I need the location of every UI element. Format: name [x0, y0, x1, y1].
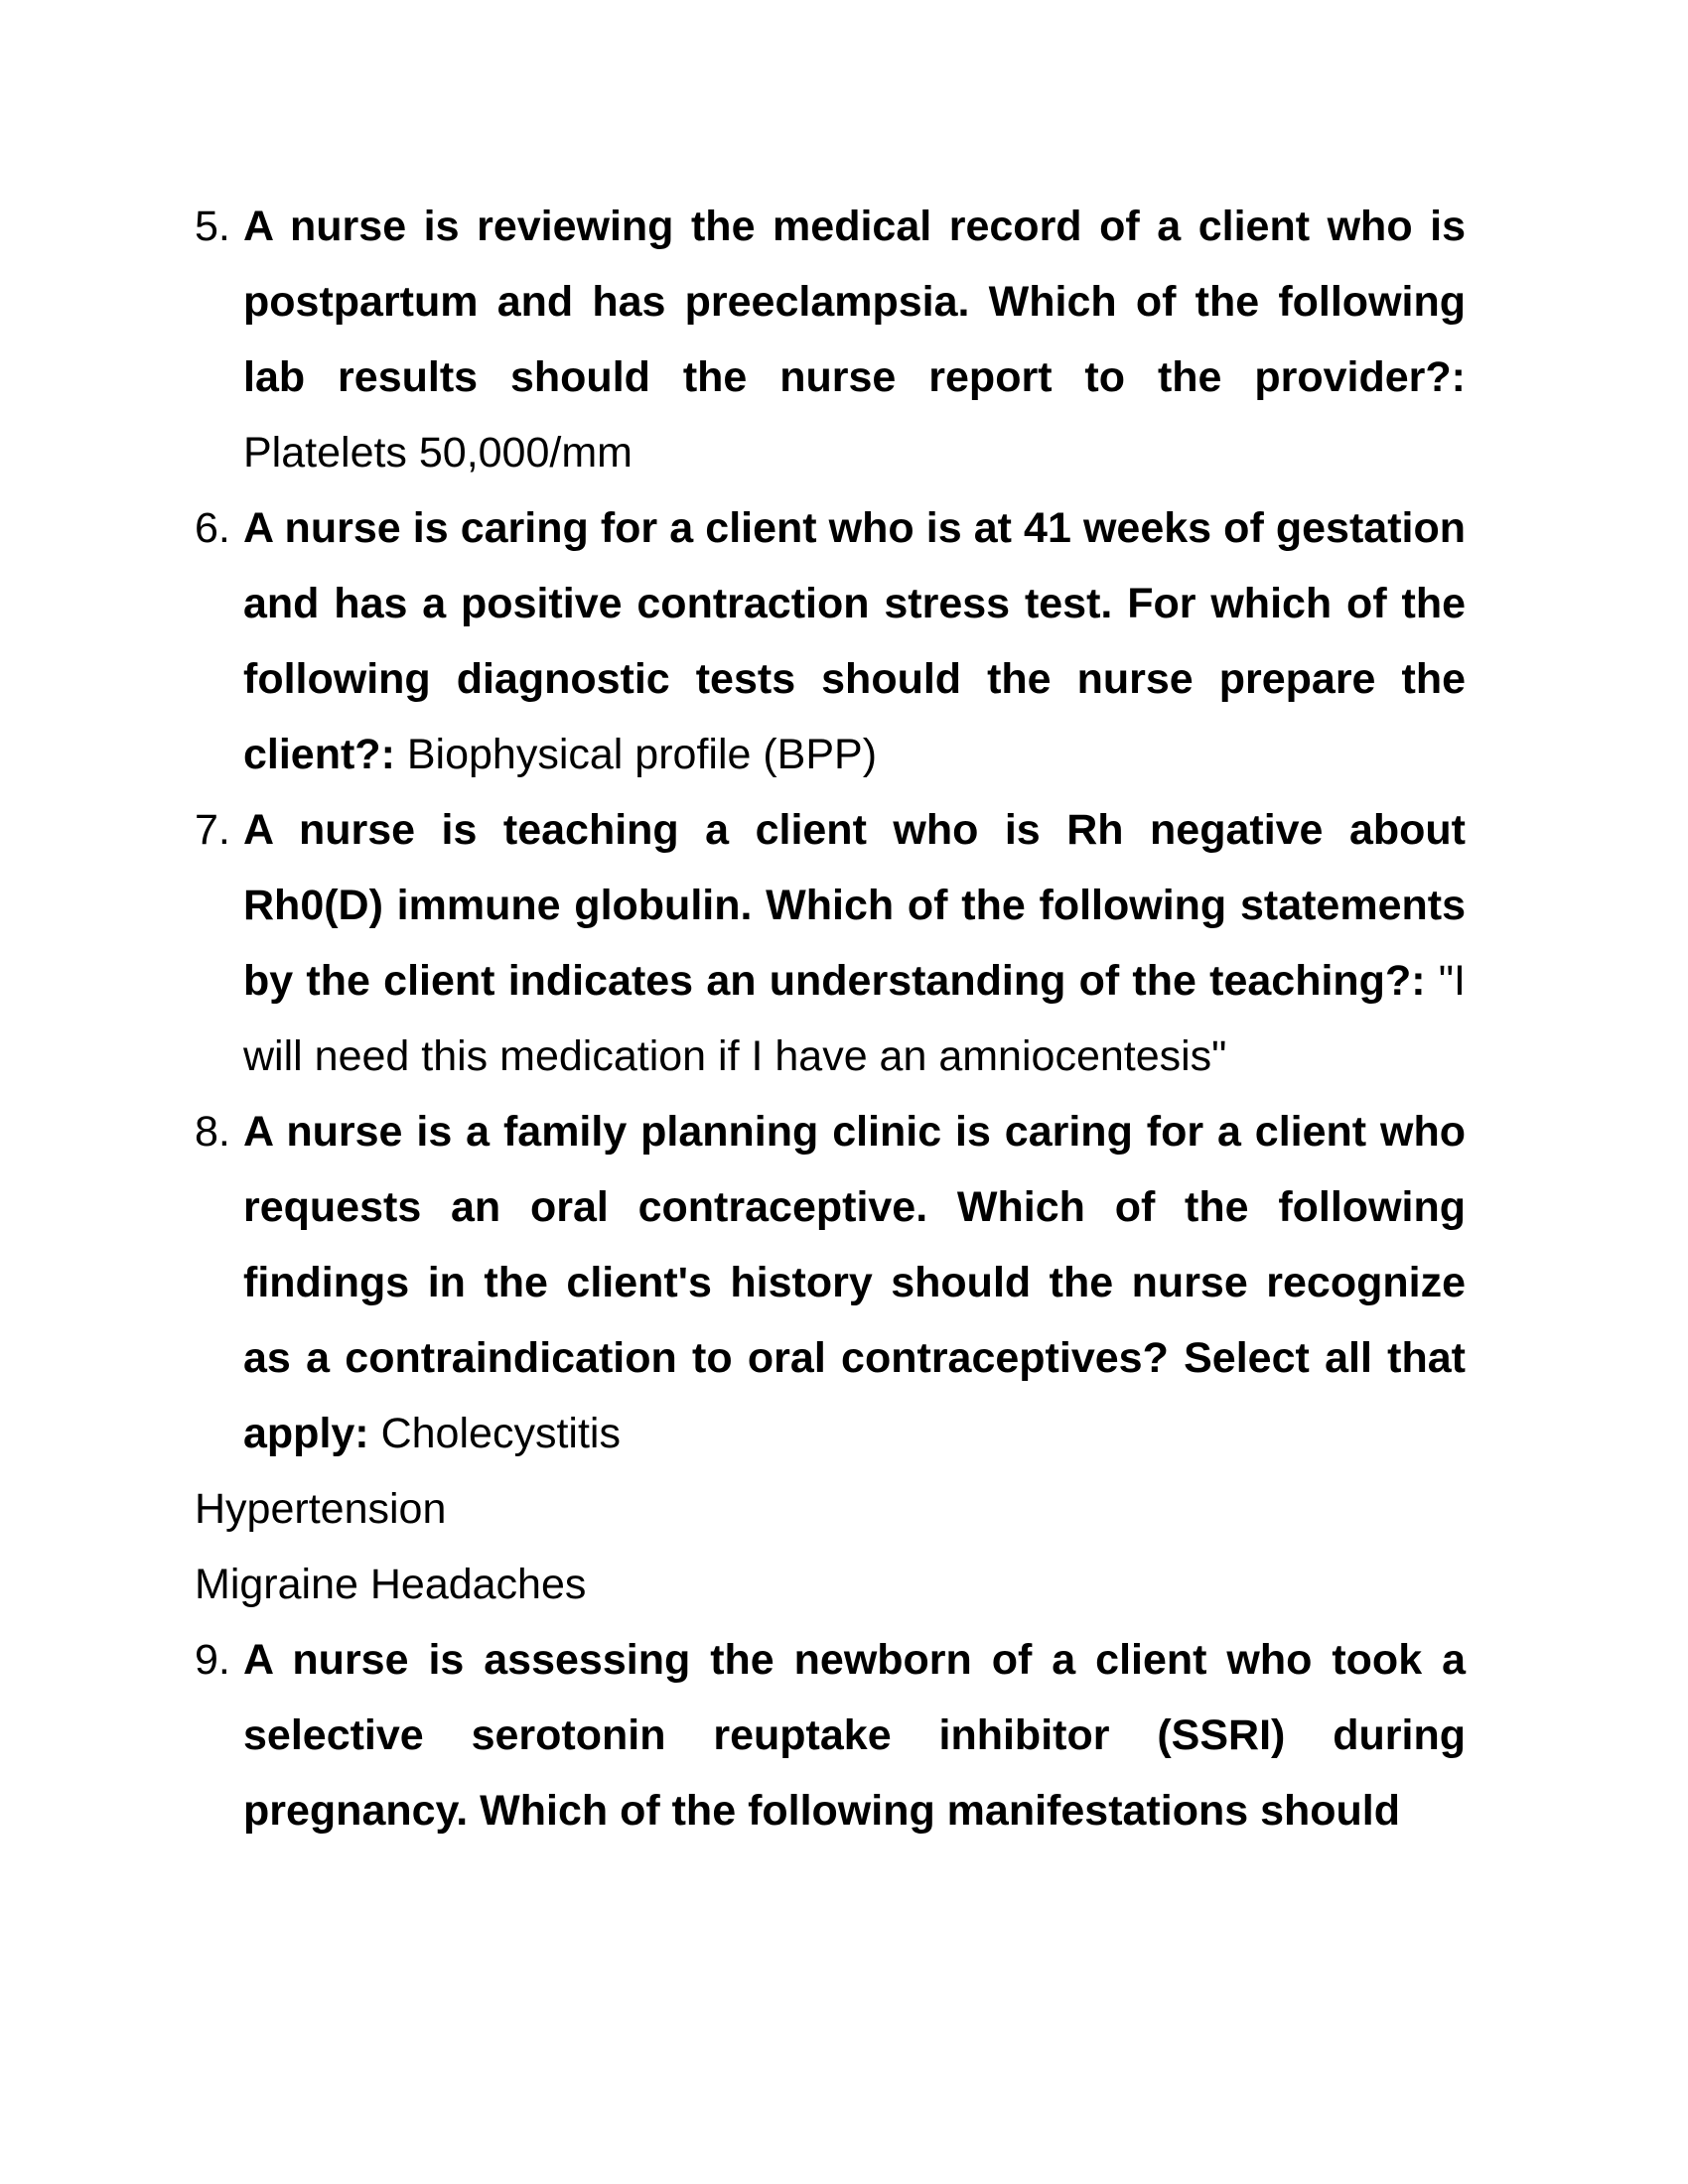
question-5: [195, 189, 1466, 490]
question-7: [195, 792, 1466, 1094]
question-8: [195, 1094, 1466, 1471]
document-page: [195, 189, 1466, 1848]
question-9: [195, 1622, 1466, 1848]
question-number: 9.: [195, 1636, 230, 1684]
question-6: [195, 490, 1466, 792]
question-answer: Cholecystitis: [380, 1410, 621, 1457]
question-stem: A nurse is caring for a client who is at 41 weeks of gestation and has a positive contraction stress test. For which of the following diagnostic tests should the nurse prepare the client?:: [243, 504, 1466, 778]
question-number: 5.: [195, 203, 230, 250]
question-number: 6.: [195, 504, 230, 552]
extra-answer-hypertension: Hypertension: [195, 1485, 447, 1533]
question-number: 7.: [195, 806, 230, 854]
question-stem: A nurse is reviewing the medical record of a client who is postpartum and has preeclampsia. Which of the following lab results should the nurse report to the provider?:: [243, 203, 1466, 401]
question-answer: Platelets 50,000/mm: [243, 429, 633, 477]
extra-answer-migraine: Migraine Headaches: [195, 1561, 587, 1608]
question-stem: A nurse is a family planning clinic is caring for a client who requests an oral contraceptive. Which of the following findings in the client's history should the nurse recognize as a contraindication to oral contraceptives? Select all that apply:: [243, 1108, 1466, 1457]
question-answer: Biophysical profile (BPP): [406, 731, 878, 778]
question-stem: A nurse is teaching a client who is Rh negative about Rh0(D) immune globulin. Which of the following statements by the client indicates an understanding of the teaching?:: [243, 806, 1466, 1005]
question-number: 8.: [195, 1108, 230, 1156]
question-stem: A nurse is assessing the newborn of a client who took a selective serotonin reuptake inhibitor (SSRI) during pregnancy. Which of the following manifestations should: [243, 1636, 1466, 1835]
question-answer: "I will need this medication if I have an amniocentesis": [243, 957, 1467, 1080]
